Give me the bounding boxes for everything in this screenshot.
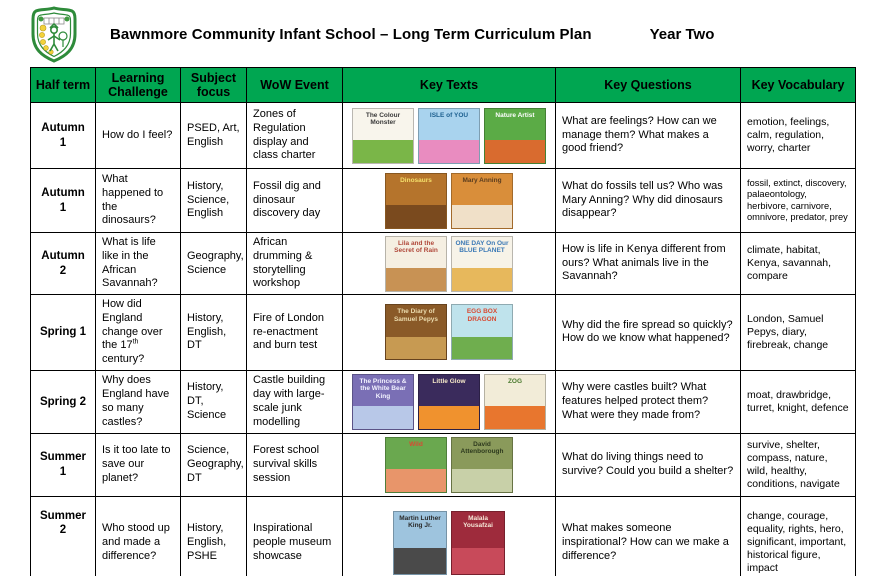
subject-focus-cell: History, English, PSHE — [181, 496, 247, 576]
subject-focus-cell: Science, Geography, DT — [181, 433, 247, 496]
key-questions-cell: What do living things need to survive? Could you build a shelter? — [556, 433, 741, 496]
col-header-key-texts: Key Texts — [343, 68, 556, 103]
book-cover-art — [394, 548, 446, 574]
book-cover-group — [345, 304, 553, 360]
key-questions-cell: Why were castles built? What features helped protect them? What were they made from? — [556, 370, 741, 433]
key-vocabulary-cell: London, Samuel Pepys, diary, firebreak, change — [741, 295, 856, 371]
col-header-subject-focus: Subject focus — [181, 68, 247, 103]
curriculum-table — [30, 67, 856, 576]
learning-challenge-cell: Why does England have so many castles? — [96, 370, 181, 433]
book-cover-art — [485, 140, 545, 163]
subject-focus-cell: PSED, Art, English — [181, 103, 247, 169]
ordinal-suffix: th — [132, 338, 139, 346]
page-header — [0, 0, 884, 65]
challenge-text: century? — [102, 353, 145, 365]
learning-challenge-cell: Is it too late to save our planet? — [96, 433, 181, 496]
key-vocabulary-cell: change, courage, equality, rights, hero, significant, important, historical figure, impact — [741, 496, 856, 576]
book-cover — [385, 173, 447, 229]
col-header-learning-challenge: Learning Challenge — [96, 68, 181, 103]
book-title: The Diary of Samuel Pepys — [393, 308, 439, 323]
table-row — [31, 370, 856, 433]
book-title: ONE DAY On Our BLUE PLANET — [455, 239, 509, 254]
book-cover — [451, 304, 513, 360]
half-term-cell: Autumn 1 — [31, 169, 96, 233]
col-header-wow-event: WoW Event — [247, 68, 343, 103]
col-header-key-questions: Key Questions — [556, 68, 741, 103]
book-cover-art — [452, 337, 512, 360]
book-cover-art — [452, 469, 512, 492]
table-row — [31, 233, 856, 295]
key-texts-cell — [343, 496, 556, 576]
book-title: Mary Anning — [462, 176, 502, 184]
book-cover-group — [345, 173, 553, 229]
key-texts-cell — [343, 295, 556, 371]
key-vocabulary-cell: fossil, extinct, discovery, palaeontology, herbivore, carnivore, omnivore, predator, prey — [741, 169, 856, 233]
learning-challenge-cell: What is life like in the African Savannah? — [96, 233, 181, 295]
book-cover-group — [345, 108, 553, 164]
book-cover — [484, 374, 546, 430]
book-cover — [451, 173, 513, 229]
book-cover-art — [353, 140, 413, 163]
learning-challenge-cell: Who stood up and made a difference? — [96, 496, 181, 576]
book-title: ZOG — [507, 377, 523, 385]
wow-event-cell: African drumming & storytelling workshop — [247, 233, 343, 295]
book-cover — [418, 108, 480, 164]
book-cover-group — [345, 437, 553, 493]
book-cover-art — [452, 548, 504, 574]
book-title: Malala Yousafzai — [463, 514, 493, 530]
challenge-text: How did England change over the 17 — [102, 298, 163, 352]
half-term-cell: Autumn 1 — [31, 103, 96, 169]
book-cover-art — [386, 268, 446, 291]
table-row — [31, 433, 856, 496]
book-title: ISLE of YOU — [429, 111, 469, 119]
half-term-cell: Autumn 2 — [31, 233, 96, 295]
book-title: EGG BOX DRAGON — [466, 308, 498, 323]
book-cover-group — [345, 236, 553, 292]
book-cover — [418, 374, 480, 430]
wow-event-cell: Forest school survival skills session — [247, 433, 343, 496]
book-cover-art — [452, 268, 512, 291]
key-texts-cell — [343, 233, 556, 295]
half-term-cell: Spring 1 — [31, 295, 96, 371]
key-texts-cell — [343, 370, 556, 433]
year-label: Year Two — [649, 25, 715, 43]
book-cover — [451, 437, 513, 493]
key-vocabulary-cell: climate, habitat, Kenya, savannah, compare — [741, 233, 856, 295]
book-cover-art — [485, 406, 545, 429]
table-row — [31, 295, 856, 371]
wow-event-cell: Fire of London re-enactment and burn test — [247, 295, 343, 371]
table-row — [31, 103, 856, 169]
book-title: Martin Luther King Jr. — [399, 514, 441, 530]
book-title: The Princess & the White Bear King — [359, 377, 407, 400]
book-cover — [352, 374, 414, 430]
key-questions-cell: What are feelings? How can we manage them? What makes a good friend? — [556, 103, 741, 169]
learning-challenge-cell — [96, 295, 181, 371]
book-cover — [451, 511, 505, 575]
wow-event-cell: Inspirational people museum showcase — [247, 496, 343, 576]
half-term-cell: Summer 1 — [31, 433, 96, 496]
subject-focus-cell: History, English, DT — [181, 295, 247, 371]
key-texts-cell — [343, 103, 556, 169]
subject-focus-cell: History, DT, Science — [181, 370, 247, 433]
book-cover-art — [386, 337, 446, 360]
wow-event-cell: Castle building day with large-scale junk modelling — [247, 370, 343, 433]
book-cover-art — [419, 140, 479, 163]
book-cover-art — [353, 406, 413, 429]
key-texts-cell — [343, 169, 556, 233]
key-vocabulary-cell: survive, shelter, compass, nature, wild, healthy, conditions, navigate — [741, 433, 856, 496]
book-title: The Colour Monster — [365, 111, 401, 126]
book-cover — [385, 437, 447, 493]
table-header-row — [31, 68, 856, 103]
book-title: Wild — [409, 440, 423, 448]
key-questions-cell: Why did the fire spread so quickly? How do we know what happened? — [556, 295, 741, 371]
key-questions-cell: What makes someone inspirational? How can we make a difference? — [556, 496, 741, 576]
book-title: Little Glow — [432, 377, 466, 385]
book-title: Nature Artist — [495, 111, 535, 119]
book-cover — [451, 236, 513, 292]
key-questions-cell: How is life in Kenya different from ours? What animals live in the Savannah? — [556, 233, 741, 295]
book-cover-art — [386, 205, 446, 228]
col-header-half-term: Half term — [31, 68, 96, 103]
book-cover — [393, 511, 447, 575]
book-cover — [385, 236, 447, 292]
learning-challenge-cell: How do I feel? — [96, 103, 181, 169]
book-cover-art — [452, 205, 512, 228]
subject-focus-cell: Geography, Science — [181, 233, 247, 295]
book-cover — [484, 108, 546, 164]
key-vocabulary-cell: emotion, feelings, calm, regulation, worry, charter — [741, 103, 856, 169]
table-row — [31, 169, 856, 233]
book-cover-group — [345, 511, 553, 575]
key-vocabulary-cell: moat, drawbridge, turret, knight, defence — [741, 370, 856, 433]
half-term-cell: Spring 2 — [31, 370, 96, 433]
book-title: Lila and the Secret of Rain — [394, 239, 438, 254]
book-cover — [352, 108, 414, 164]
key-texts-cell — [343, 433, 556, 496]
page-title: Bawnmore Community Infant School – Long Term Curriculum Plan — [110, 25, 592, 43]
book-title: David Attenborough — [460, 440, 504, 456]
book-title: Dinosaurs — [400, 176, 432, 184]
wow-event-cell: Fossil dig and dinosaur discovery day — [247, 169, 343, 233]
subject-focus-cell: History, Science, English — [181, 169, 247, 233]
col-header-key-vocabulary: Key Vocabulary — [741, 68, 856, 103]
half-term-cell: Summer 2 — [31, 496, 96, 576]
wow-event-cell: Zones of Regulation display and class charter — [247, 103, 343, 169]
school-crest-icon — [30, 6, 78, 63]
book-cover-art — [386, 469, 446, 492]
book-cover — [385, 304, 447, 360]
key-questions-cell: What do fossils tell us? Who was Mary Anning? Why did dinosaurs disappear? — [556, 169, 741, 233]
learning-challenge-cell: What happened to the dinosaurs? — [96, 169, 181, 233]
book-cover-group — [345, 374, 553, 430]
table-row — [31, 496, 856, 576]
book-cover-art — [419, 406, 479, 429]
